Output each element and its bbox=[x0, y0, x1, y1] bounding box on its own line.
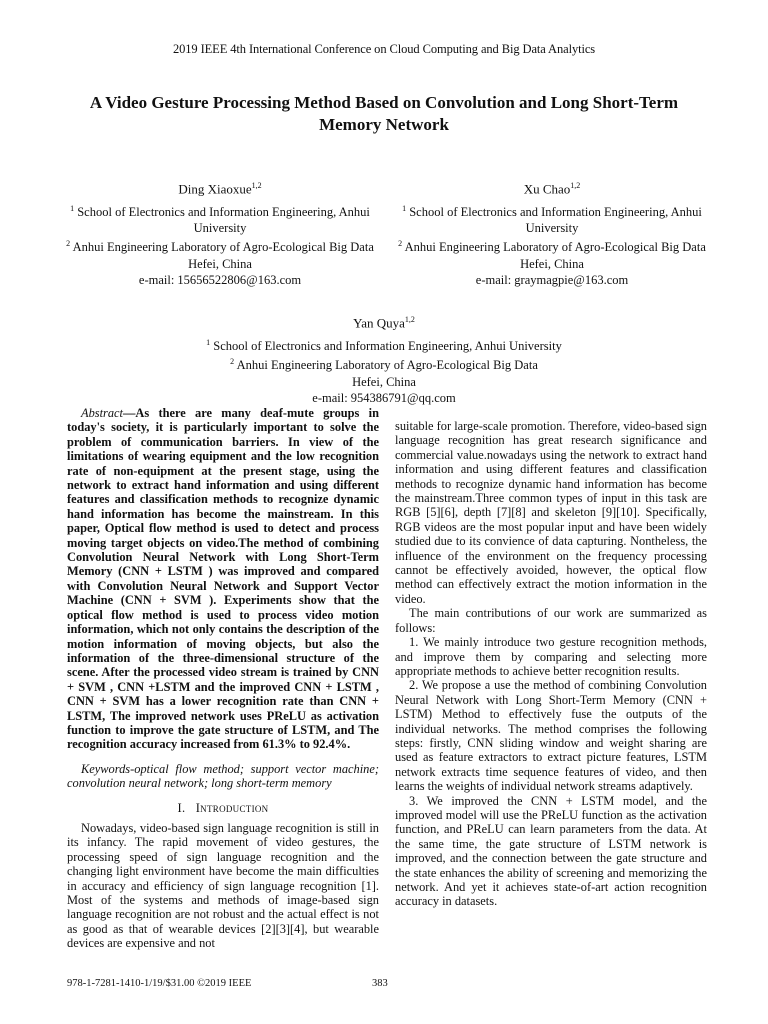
author-email: e-mail: 954386791@qq.com bbox=[312, 390, 456, 405]
page-number: 383 bbox=[372, 978, 388, 989]
right-column bbox=[395, 419, 707, 909]
left-column bbox=[67, 406, 379, 951]
author-block-2 bbox=[392, 178, 712, 288]
affiliation-2: $^2$ Anhui Engineering Laboratory of Agro-Ecological Big Data bbox=[398, 239, 706, 255]
author-city: Hefei, China bbox=[520, 256, 584, 271]
intro-paragraph-1-continued: suitable for large-scale promotion. Therefore, video-based sign language recognition has great research significance and commercial value.nowadays using the network to extract hand information and using different features and classification methods to recognize dynamic hand information has become the mainstream.Three common types of input in this task are RGB [5][6], depth [7][8] and skeleton [9][10]. Specifically, RGB videos are the most popular input and have been widely studied due to its convience of data capturing. Nontheless, the influence of the environment on the frequency processing cannot be effectively avoided, however, the optical flow method can effectively extract the motion information in the video. bbox=[395, 419, 707, 606]
conference-header: 2019 IEEE 4th International Conference on Cloud Computing and Big Data Analytics bbox=[172, 42, 596, 56]
affiliation-1: $^1$ School of Electronics and Information Engineering, Anhui University bbox=[70, 204, 370, 236]
author-block-3 bbox=[140, 312, 628, 406]
author-email: e-mail: 15656522806@163.com bbox=[138, 272, 302, 287]
affiliation-2: $^2$ Anhui Engineering Laboratory of Agro-Ecological Big Data bbox=[66, 239, 374, 255]
abstract bbox=[67, 406, 379, 752]
author-name: Xu Chao$^{1,2}$ bbox=[523, 181, 581, 197]
abstract-label: Abstract bbox=[81, 406, 123, 420]
author-name: Yan Quya$^{1,2}$ bbox=[353, 315, 415, 331]
author-city: Hefei, China bbox=[352, 374, 416, 389]
paper-title: A Video Gesture Processing Method Based on Convolution and Long Short-Term Memory Network bbox=[89, 93, 679, 134]
author-block-1 bbox=[60, 178, 380, 288]
contribution-1: 1. We mainly introduce two gesture recognition methods, and improve them by comparing and selecting more appropriate methods to achieve better recognition results. bbox=[395, 635, 707, 678]
abstract-text: —As there are many deaf-mute groups in today's society, it is particularly important to solve the problem of communication barriers. In view of the limitations of wearing equipment and the low recognition rate of non-equipment at the present stage, using the network to extract hand information and using different features and classification methods to recognize dynamic hand information has become the mainstream. In this paper, Optical flow method is used to detect and process moving target objects on video.The method of combining Convolution Neural Network with Long Short-Term Memory (CNN + LSTM ) was improved and compared with Convolution Neural Network and Support Vector Machine (CNN + SVM ). Experiments show that the optical flow method is used to process video motion information, which not only contains the description of the motion information of moving objects, but also the information of the three-dimensional structure of the scene. After the processed video stream is trained by CNN + SVM , CNN +LSTM and the improved CNN + LSTM , CNN + SVM has a lower recognition rate than CNN + LSTM, The improved network uses PReLU as activation function to improve the gate structure of LSTM, and The recognition accuracy increased from 61.3% to 92.4%. bbox=[67, 406, 379, 752]
affiliation-1: $^1$ School of Electronics and Information Engineering, Anhui University bbox=[402, 204, 702, 236]
keywords: Keywords-optical flow method; support vector machine; convolution neural network; long short-term memory bbox=[67, 761, 379, 791]
affiliation-2: $^2$ Anhui Engineering Laboratory of Agro-Ecological Big Data bbox=[230, 357, 538, 373]
author-city: Hefei, China bbox=[188, 256, 252, 271]
contribution-3: 3. We improved the CNN + LSTM model, and the improved model will use the PReLU function as the activation function, and PReLU can learn parameters from the data. At the same time, the gate structure of LSTM network is improved, and the connection between the gate structure and the state enhances the ability of screening and memorizing the network. And yet it achieves state-of-art action recognition accuracy in datasets. bbox=[395, 793, 707, 909]
intro-paragraph-2: The main contributions of our work are summarized as follows: bbox=[395, 606, 707, 635]
footer-copyright: 978-1-7281-1410-1/19/$31.00 ©2019 IEEE bbox=[67, 978, 252, 989]
author-email: e-mail: graymagpie@163.com bbox=[475, 272, 629, 287]
author-name: Ding Xiaoxue$^{1,2}$ bbox=[178, 181, 262, 197]
section-heading-introduction: I. Introduction bbox=[177, 800, 269, 815]
affiliation-1: $^1$ School of Electronics and Information Engineering, Anhui University bbox=[206, 338, 562, 354]
contribution-2: 2. We propose a use the method of combining Convolution Neural Network with Long Short-Term Memory (CNN + LSTM) Method to effectively fuse the outputs of the individual networks. The method comprises the following steps: firstly, CNN sliding window and weight sharing are used as feature extractors to extract picture features, LSTM network extracts time sequence features of video, and then learns the weights of individual network streams adaptively. bbox=[395, 678, 707, 794]
intro-paragraph-1: Nowadays, video-based sign language recognition is still in its infancy. The rapid movement of video gestures, the processing speed of sign language recognition and the changing light environment have become the main difficulties in accuracy and efficiency of sign language recognition [1]. Most of the systems and methods of image-based sign language recognition are not robust and the actual effect is not as good as that of wearable devices [2][3][4], but wearable devices are expensive and not bbox=[67, 820, 379, 951]
